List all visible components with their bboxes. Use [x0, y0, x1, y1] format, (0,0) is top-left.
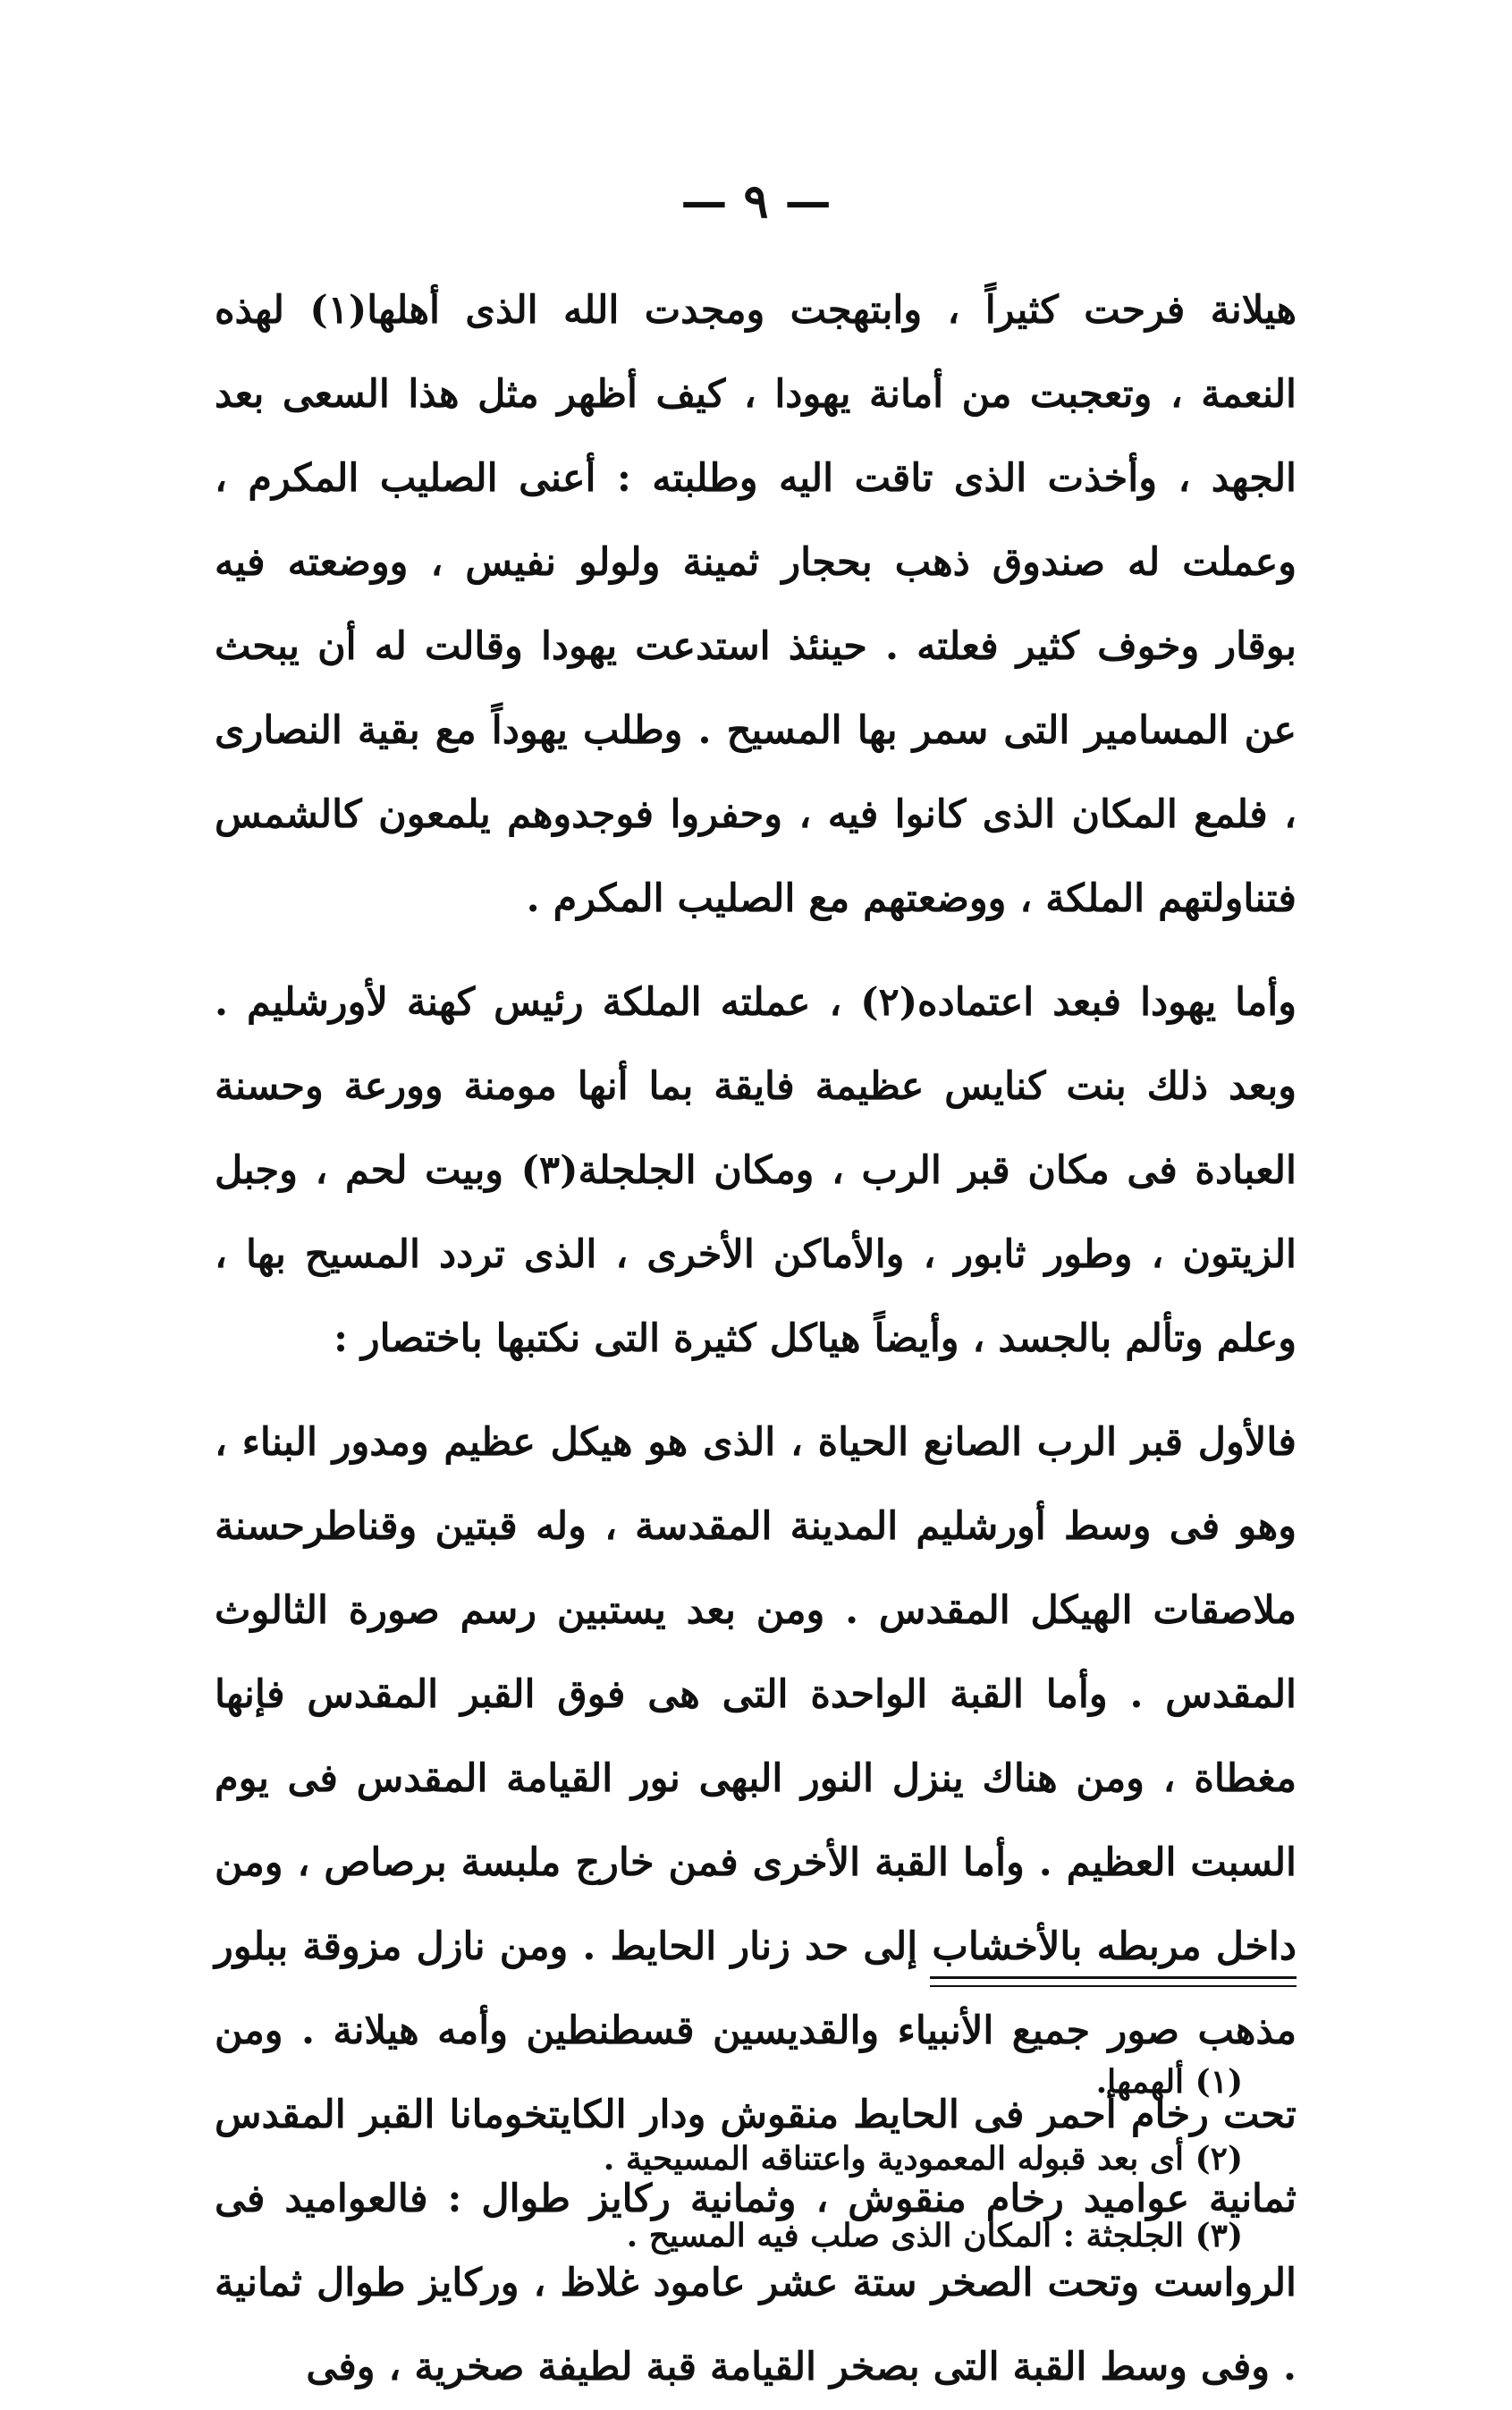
footnote-divider-inner [930, 1985, 1297, 1987]
paragraph-3: فالأول قبر الرب الصانع الحياة ، الذى هو هيكل عظيم ومدور البناء ، وهو فى وسط أورشليم المدينة المقدسة ، وله قبتين وقناطرحسنة ملاصقات الهيكل المقدس . ومن بعد يستبين رسم صورة الثالوث المقدس . وأما القبة الواحدة التى هى فوق القبر المقدس فإنها مغطاة ، ومن هناك ينزل النور البهى نور القيامة المقدس فى يوم السبت العظيم . وأما القبة الأخرى فمن خارج ملبسة برصاص ، ومن داخل مربطه بالأخشاب إلى حد زنار الحايط . ومن نازل مزوقة ببلور مذهب صور جميع الأنبياء والقديسين قسطنطين وأمه هيلانة . ومن تحت رخام أحمر فى الحايط منقوش ودار الكايتخومانا القبر المقدس ثمانية عواميد رخام منقوش ، وثمانية ركايز طوال : فالعواميد فى الرواست وتحت الصخر ستة عشر عامود غلاظ ، وركايز طوال ثمانية . وفى وسط القبة التى بصخر القيامة قبة لطيفة صخرية ، وفى [215, 1420, 1297, 2389]
page-number: — ٩ — [680, 174, 832, 229]
footnote-divider [930, 1976, 1297, 1979]
footnote-1: (١) ألهمها. [1095, 2063, 1243, 2101]
paragraph-2: وأما يهودا فبعد اعتماده(٢) ، عملته الملكة رئيس كهنة لأورشليم . وبعد ذلك بنت كنايس عظيمة فايقة بما أنها مومنة وورعة وحسنة العبادة فى مكان قبر الرب ، ومكان الجلجلة(٣) وبيت لحم ، وجبل الزيتون ، وطور ثابور ، والأماكن الأخرى ، الذى تردد المسيح بها ، وعلم وتألم بالجسد ، وأيضاً هياكل كثيرة التى نكتبها باختصار : [215, 980, 1297, 1361]
paragraph-1: هيلانة فرحت كثيراً ، وابتهجت ومجدت الله الذى أهلها(١) لهذه النعمة ، وتعجبت من أمانة يهودا ، كيف أظهر مثل هذا السعى بعد الجهد ، وأخذت الذى تاقت اليه وطلبته : أعنى الصليب المكرم ، وعملت له صندوق ذهب بحجار ثمينة ولولو نفيس ، ووضعته فيه بوقار وخوف كثير فعلته . حينئذ استدعت يهودا وقالت له أن يبحث عن المسامير التى سمر بها المسيح . وطلب يهوداً مع بقية النصارى ، فلمع المكان الذى كانوا فيه ، وحفروا فوجدوهم يلمعون كالشمس فتناولتهم الملكة ، ووضعتهم مع الصليب المكرم . [215, 288, 1297, 921]
footnote-3: (٣) الجلجثة : المكان الذى صلب فيه المسيح . [626, 2217, 1243, 2254]
footnotes [215, 2043, 1243, 2274]
footnote-2: (٢) أى بعد قبوله المعمودية واعتناقه المسيحية . [603, 2140, 1243, 2177]
